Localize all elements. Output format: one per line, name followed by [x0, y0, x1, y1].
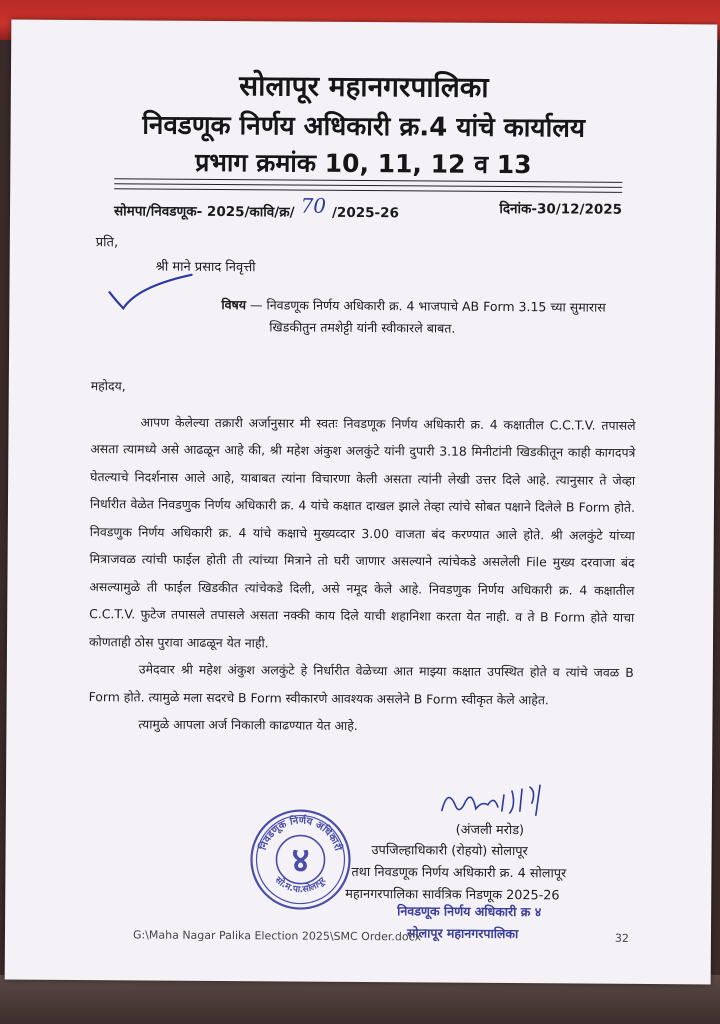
document-file-path: G:\Maha Nagar Palika Election 2025\SMC Order.docx	[132, 928, 422, 944]
org-title: सोलापूर महानगरपालिका	[239, 69, 489, 104]
blue-stamp-line-1: निवडणूक निर्णय अधिकारी क्र ४	[397, 903, 542, 920]
seal-bottom-text: सो.म.पा.सोलापूर	[272, 875, 328, 896]
subject-label: विषय	[221, 297, 247, 313]
seal-center-number: ४	[291, 840, 310, 881]
reference-prefix: सोमपा/निवडणूक- 2025/कावि/क्र/	[113, 203, 295, 221]
prati-label: प्रति,	[95, 235, 119, 251]
reference-suffix: /2025-26	[331, 204, 399, 222]
signatory-designation-3: महानगरपालिका सार्वत्रिक निडणूक 2025-26	[345, 886, 560, 904]
letter-date: दिनांक-30/12/2025	[499, 200, 623, 218]
recipient-name: श्री माने प्रसाद निवृत्ती	[155, 259, 256, 276]
reference-number	[113, 193, 399, 222]
seal-icon	[248, 807, 353, 912]
header-rule-middle	[114, 183, 622, 188]
signatory-designation-2: तथा निवडणूक निर्णय अधिकारी क्र. 4 सोलापूर	[351, 864, 567, 882]
seal-top-text: निवडणूक निर्णय अधिकारी	[257, 815, 344, 853]
office-seal	[248, 807, 353, 912]
subject-line-2: खिडकीतुन तमशेट्टी यांनी स्वीकारले बाबत.	[269, 319, 456, 336]
body-paragraph-2: उमेदवार श्री महेश अंकुश अलकुंटे हे निर्धारीत वेळेच्या आत माझ्या कक्षात उपस्थित होते व त्यांचे जवळ B Form होते. त्यामुळे मला सदरचे B Form स्वीकारणे आवश्यक असलेने B Form स्वीकृत केले आहेत.	[88, 661, 634, 707]
signatory-name: (अंजली मरोड)	[455, 822, 525, 839]
subject-line-1: — निवडणूक निर्णय अधिकारी क्र. 4 भाजपाचे AB Form 3.15 च्या सुमारास	[245, 297, 606, 315]
header-rule-bottom	[114, 188, 622, 193]
body-paragraph-1: आपण केलेल्या तक्रारी अर्जानुसार मी स्वतः निवडणूक निर्णय अधिकारी क्र. 4 कक्षातील C.C.T.V. तपासले असता त्यामध्ये असे आढळून आहे की, श्री महेश अंकुश अलकुंटे यांनी दुपारी 3.18 मिनीटांनी खिडकीतून काही कागदपत्रे घेतल्याचे निदर्शनास आले आहे, याबाबत त्यांना विचारणा केली असता त्यांनी लेखी उत्तर दिले आहे. त्यानुसार ते जेव्हा निर्धारीत वेळेत निवडणुक निर्णय अधिकारी क्र. 4 यांचे कक्षात दाखल झाले तेव्हा त्यांचे सोबत पक्षाने दिलेले B Form होते. निवडणुक निर्णय अधिकारी क्र. 4 यांचे कक्षाचे मुख्यव्दार 3.00 वाजता बंद करण्यात आले होते. श्री अलकुंटे यांच्या मित्राजवळ त्यांची फाईल होती ती त्यांच्या मित्राने तो घरी जाणार असल्याने त्यांचेकडे असलेली File मुख्य दरवाजा बंद असल्यामुळे ती फाईल खिडकीत त्यांचेकडे दिली, असे नमूद केले आहे. निवडणुक निर्णय अधिकारी क्र. 4 कक्षातील C.C.T.V. फुटेज तपासले तपासले असता नक्की काय दिले याची शहानिशा करता येत नाही. व ते B Form होते याचा कोणताही ठोस पुरावा आढळून येत नाही.	[88, 413, 636, 650]
page-number: 32	[614, 931, 630, 945]
blue-tick-mark-icon	[107, 272, 197, 313]
blue-stamp-line-2: सोलापूर महानगरपालिका	[406, 925, 519, 942]
letter-page	[5, 20, 718, 985]
signatory-designation-1: उपजिल्हाधिकारी (रोहयो) सोलापूर	[371, 843, 528, 860]
subject-block	[221, 294, 641, 341]
handwritten-number: 70	[300, 193, 327, 218]
body-paragraph-3: त्यामुळे आपला अर्ज निकाली काढण्यात येत आहे.	[138, 716, 358, 733]
reference-line	[113, 193, 623, 222]
office-title: निवडणूक निर्णय अधिकारी क्र.4 यांचे कार्यालय	[142, 110, 586, 144]
ward-title: प्रभाग क्रमांक 10, 11, 12 व 13	[195, 147, 532, 180]
letter-body	[88, 372, 636, 741]
salutation: महोदय,	[90, 378, 126, 394]
